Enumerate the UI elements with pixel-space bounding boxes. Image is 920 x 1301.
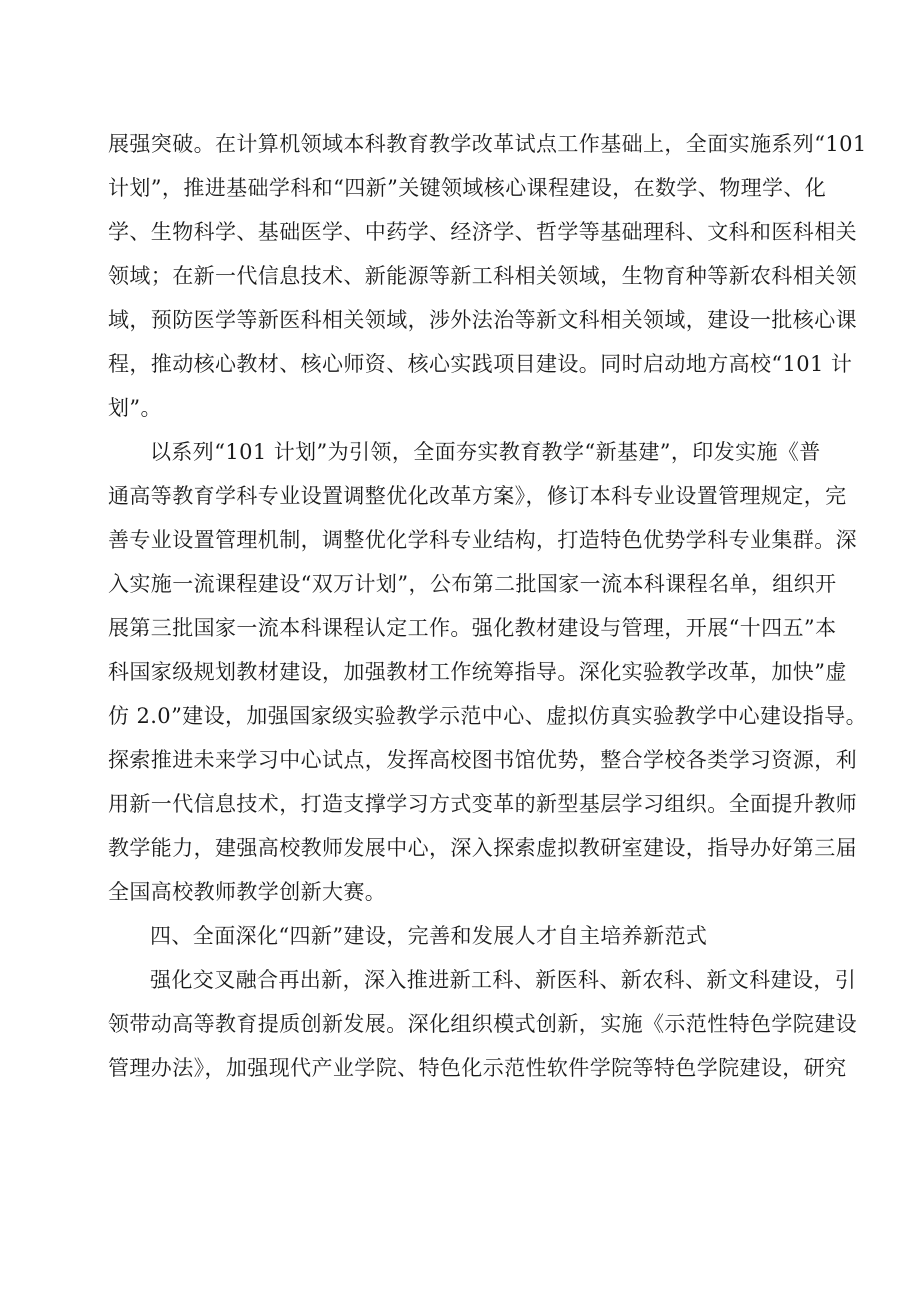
paragraph-line: 程，推动核心教材、核心师资、核心实践项目建设。同时启动地方高校“101 计 <box>108 352 853 376</box>
paragraph-line: 用新一代信息技术，打造支撑学习方式变革的新型基层学习组织。全面提升教师 <box>108 792 857 816</box>
paragraph-line: 计划”，推进基础学科和“四新”关键领域核心课程建设，在数学、物理学、化 <box>108 176 827 200</box>
paragraph-line: 管理办法》，加强现代产业学院、特色化示范性软件学院等特色学院建设，研究 <box>108 1056 847 1080</box>
paragraph-line: 善专业设置管理机制，调整优化学科专业结构，打造特色优势学科专业集群。深 <box>108 528 857 552</box>
paragraph-line: 仿 2.0”建设，加强国家级实验教学示范中心、虚拟仿真实验教学中心建设指导。 <box>108 704 868 728</box>
paragraph-line: 领域；在新一代信息技术、新能源等新工科相关领域，生物育种等新农科相关领 <box>108 264 857 288</box>
paragraph-line: 强化交叉融合再出新，深入推进新工科、新医科、新农科、新文科建设，引 <box>150 968 857 992</box>
paragraph-line: 展第三批国家一流本科课程认定工作。强化教材建设与管理，开展“十四五”本 <box>108 616 837 640</box>
paragraph-line: 以系列“101 计划”为引领，全面夯实教育教学“新基建”，印发实施《普 <box>150 440 821 464</box>
paragraph-line: 入实施一流课程建设“双万计划”，公布第二批国家一流本科课程名单，组织开 <box>108 572 837 596</box>
paragraph-line: 划”。 <box>108 396 162 420</box>
paragraph-line: 科国家级规划教材建设，加强教材工作统筹指导。深化实验教学改革，加快”虚 <box>108 660 847 684</box>
section-heading: 四、全面深化“四新”建设，完善和发展人才自主培养新范式 <box>150 924 708 948</box>
paragraph-line: 领带动高等教育提质创新发展。深化组织模式创新，实施《示范性特色学院建设 <box>108 1012 857 1036</box>
paragraph-line: 域，预防医学等新医科相关领域，涉外法治等新文科相关领域，建设一批核心课 <box>108 308 857 332</box>
paragraph-line: 通高等教育学科专业设置调整优化改革方案》，修订本科专业设置管理规定，完 <box>108 484 847 508</box>
paragraph-line: 展强突破。在计算机领域本科教育教学改革试点工作基础上，全面实施系列“101 <box>108 132 867 156</box>
paragraph-line: 探索推进未来学习中心试点，发挥高校图书馆优势，整合学校各类学习资源，利 <box>108 748 857 772</box>
paragraph-line: 教学能力，建强高校教师发展中心，深入探索虚拟教研室建设，指导办好第三届 <box>108 836 857 860</box>
paragraph-line: 全国高校教师教学创新大赛。 <box>108 880 387 904</box>
paragraph-line: 学、生物科学、基础医学、中药学、经济学、哲学等基础理科、文科和医科相关 <box>108 220 857 244</box>
